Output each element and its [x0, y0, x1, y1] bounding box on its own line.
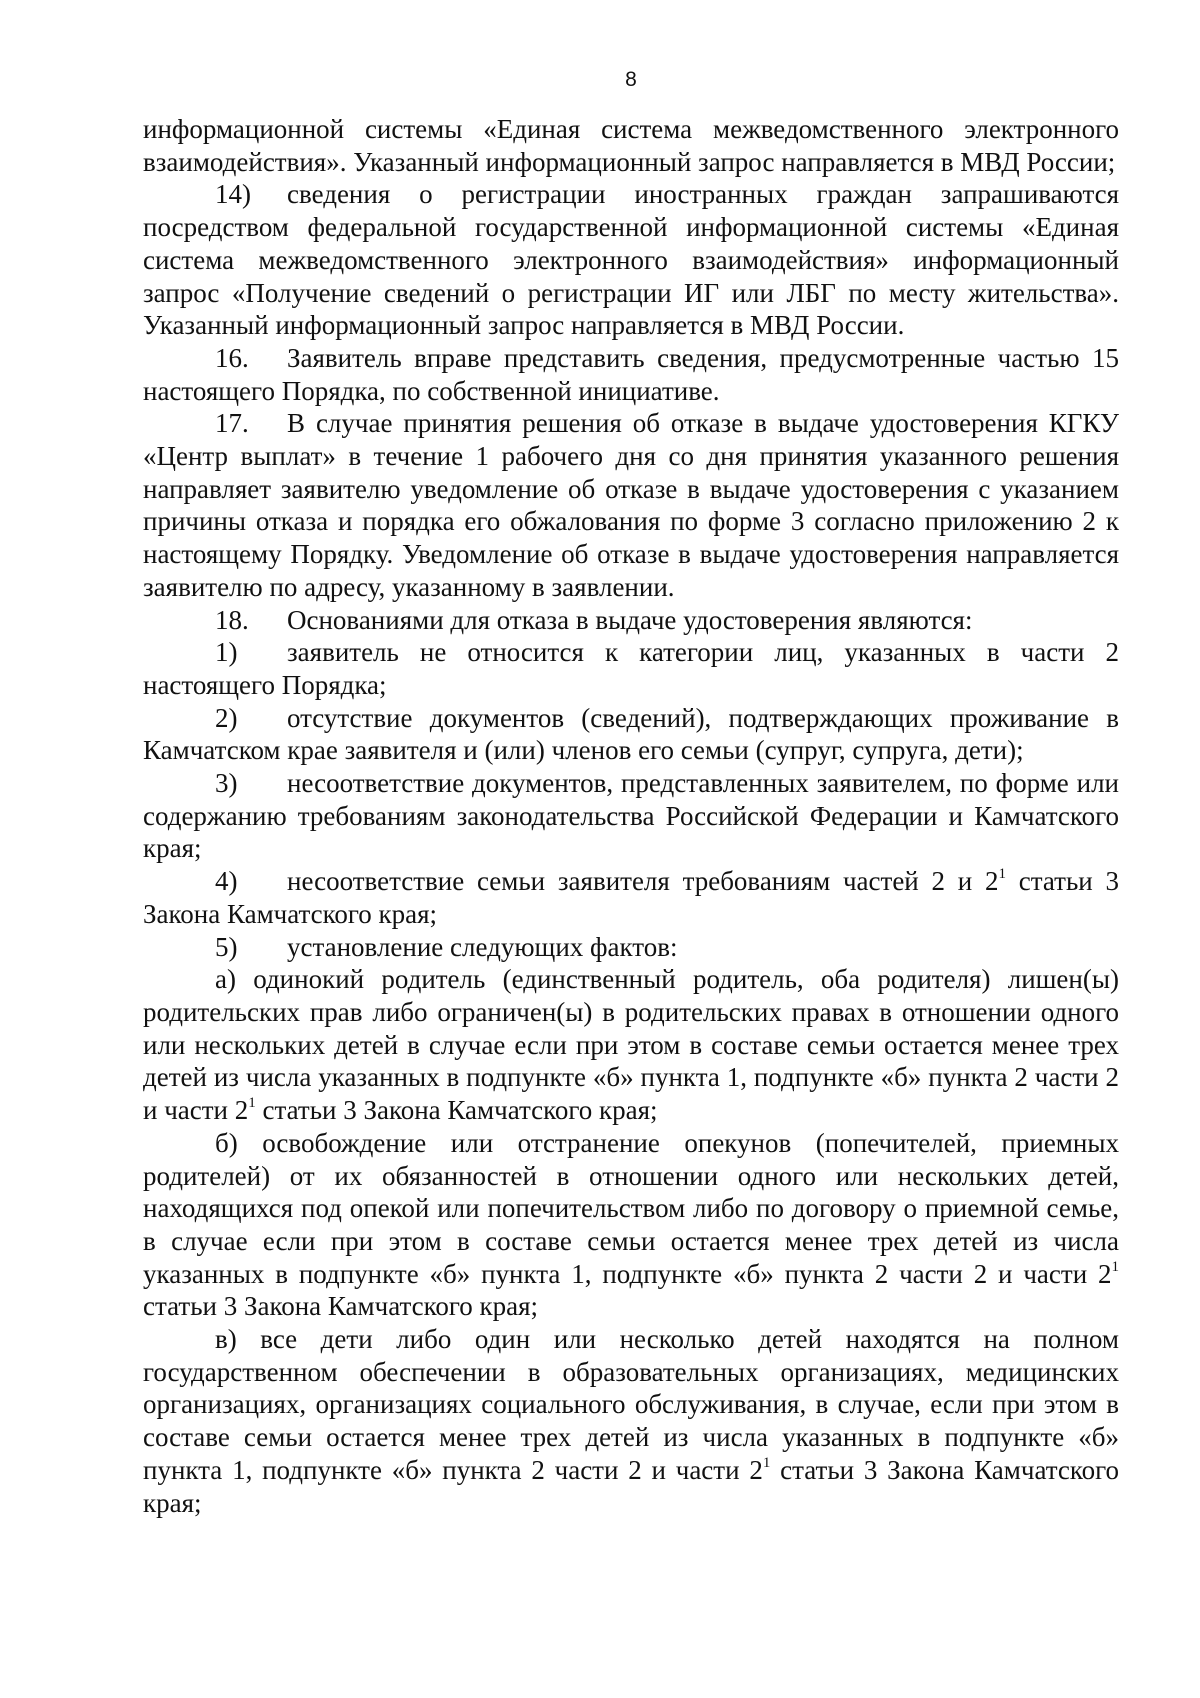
item-number: 5): [215, 931, 238, 962]
superscript: 1: [998, 866, 1006, 883]
superscript: 1: [762, 1454, 771, 1471]
paragraph-text: отсутствие документов (сведений), подтверждающих проживание в Камчатском крае заявителя и (или) членов его семьи (супруг, супруга, дети);: [143, 702, 1119, 766]
paragraph-item-3: [143, 767, 1119, 865]
paragraph-text: а) одинокий родитель (единственный родитель, оба родителя) лишен(ы) родительских прав либо ограничен(ы) в родительских правах в отношении одного или нескольких детей в случае если при этом в составе семьи остается менее трех детей из числа указанных в подпункте «б» пункта 1, подпункте «б» пункта 2 части 2 и части 2: [143, 964, 1119, 1126]
paragraph-text: несоответствие документов, представленных заявителем, по форме или содержанию требованиям законодательства Российской Федерации и Камчатского края;: [143, 768, 1119, 864]
page-number: 8: [625, 68, 637, 91]
section-number: 16.: [215, 342, 249, 373]
paragraph-continuation: [143, 113, 1119, 178]
paragraph-text: В случае принятия решения об отказе в выдаче удостоверения КГКУ «Центр выплат» в течение 1 рабочего дня со дня принятия указанного решения направляет заявителю уведомление об отказе в выдаче удостоверения с указанием причины отказа и порядка его обжалования по форме 3 согласно приложению 2 к настоящему Порядку. Уведомление об отказе в выдаче удостоверения направляется заявителю по адресу, указанному в заявлении.: [143, 408, 1119, 602]
paragraph-subitem-a: [143, 963, 1119, 1127]
paragraph-item-1: [143, 636, 1119, 701]
paragraph-text-tail: статьи 3 Закона Камчатского края;: [143, 866, 1119, 929]
paragraph-text-tail: статьи 3 Закона Камчатского края;: [255, 1095, 658, 1126]
paragraph-text: в) все дети либо один или несколько детей находятся на полном государственном обеспечении в образовательных организациях, медицинских организациях, организациях социального обслуживания, в случае, если при этом в составе семьи остается менее трех детей из числа указанных в подпункте «б» пункта 1, подпункте «б» пункта 2 части 2 и части 2: [143, 1324, 1119, 1485]
item-number: 3): [215, 768, 238, 799]
paragraph-text: заявитель не относится к категории лиц, указанных в части 2 настоящего Порядка;: [143, 637, 1119, 700]
paragraph-text-tail: статьи 3 Закона Камчатского края;: [143, 1291, 539, 1322]
paragraph-section-17: [143, 407, 1119, 603]
paragraph-text-tail: статьи 3 Закона Камчатского края;: [143, 1454, 1119, 1518]
paragraph-section-18: [143, 604, 1119, 637]
paragraph-item-2: [143, 702, 1119, 767]
paragraph-item-5: [143, 931, 1119, 964]
paragraph-item-4: [143, 865, 1119, 930]
section-number: 18.: [215, 604, 249, 635]
paragraph-text: несоответствие семьи заявителя требованиям частей 2 и 2: [287, 866, 999, 897]
paragraph-text: информационной системы «Единая система межведомственного электронного взаимодействия». Указанный информационный запрос направляется в МВД России;: [143, 114, 1119, 177]
document-body: [143, 113, 1119, 1519]
paragraph-text: б) освобождение или отстранение опекунов (попечителей, приемных родителей) от их обязанностей в отношении одного или нескольких детей, находящихся под опекой или попечительством либо по договору о приемной семье, в случае если при этом в составе семьи остается менее трех детей из числа указанных в подпункте «б» пункта 1, подпункте «б» пункта 2 части 2 и части 2: [143, 1127, 1119, 1289]
paragraph-section-16: [143, 342, 1119, 407]
paragraph-subitem-v: [143, 1323, 1119, 1519]
item-number: 14): [215, 179, 251, 210]
item-number: 1): [215, 637, 238, 668]
item-number: 4): [215, 866, 238, 897]
superscript: 1: [1111, 1258, 1119, 1275]
item-number: 2): [215, 702, 238, 733]
superscript: 1: [248, 1095, 256, 1112]
paragraph-text: сведения о регистрации иностранных граждан запрашиваются посредством федеральной государственной информационной системы «Единая система межведомственного электронного взаимодействия» информационный запрос «Получение сведений о регистрации ИГ или ЛБГ по месту жительства». Указанный информационный запрос направляется в МВД России.: [143, 179, 1119, 341]
section-number: 17.: [215, 408, 249, 439]
paragraph-text: Основаниями для отказа в выдаче удостоверения являются:: [287, 604, 973, 635]
paragraph-item-14: [143, 178, 1119, 342]
paragraph-subitem-b: [143, 1127, 1119, 1323]
paragraph-text: установление следующих фактов:: [287, 931, 678, 962]
paragraph-text: Заявитель вправе представить сведения, предусмотренные частью 15 настоящего Порядка, по собственной инициативе.: [143, 342, 1119, 406]
